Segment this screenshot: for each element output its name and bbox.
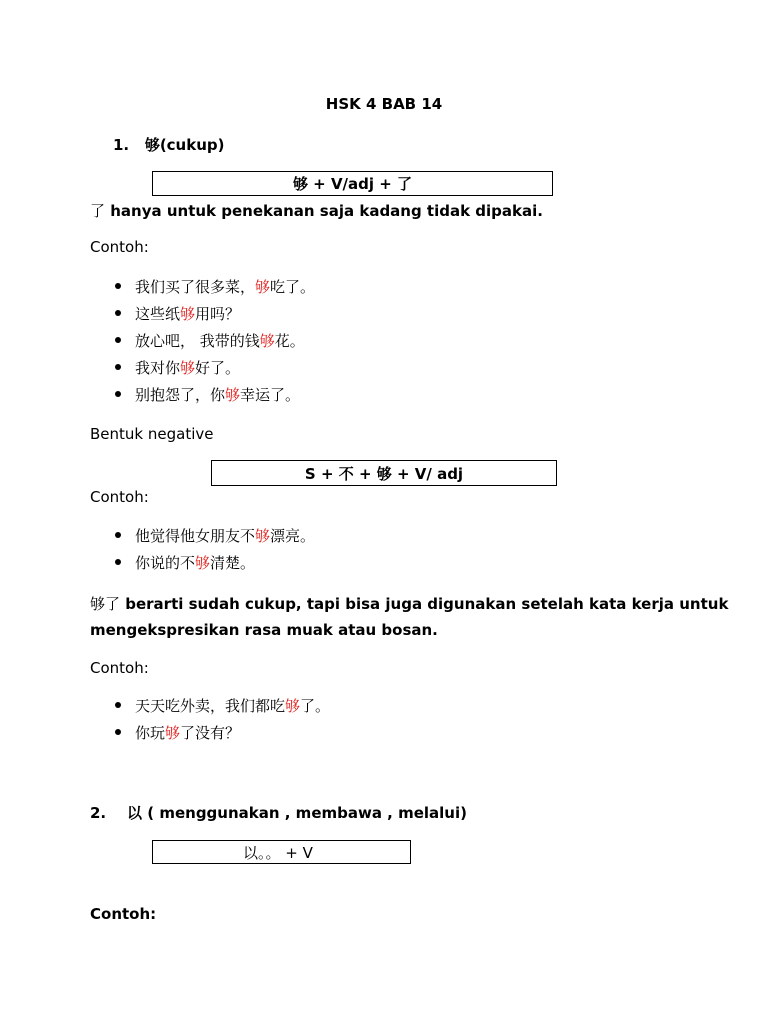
page-title: HSK 4 BAB 14 (325, 95, 443, 113)
list-item (115, 330, 305, 351)
example-text: 天天吃外卖，我们都吃 (135, 697, 286, 715)
highlight-word: 够 (285, 697, 301, 715)
list-item (115, 303, 240, 324)
bullet-icon (115, 391, 121, 397)
highlight-word: 够 (255, 527, 271, 545)
contoh-label: Contoh: (90, 488, 149, 506)
example-text: 用吗？ (195, 305, 241, 323)
example-text: 他觉得他女朋友不 (135, 527, 256, 545)
bullet-icon (115, 702, 121, 708)
negative-label: Bentuk negative (90, 425, 214, 443)
list-item (115, 525, 315, 546)
list-item (115, 722, 240, 743)
example-text: 花。 (274, 332, 305, 350)
example-text: 幸运了。 (240, 386, 301, 404)
formula-text: 以。。 + V (243, 843, 313, 862)
bullet-icon (115, 310, 121, 316)
bullet-icon (115, 532, 121, 538)
bullet-icon (115, 729, 121, 735)
highlight-word: 够 (180, 359, 196, 377)
example-text: 别抱怨了，你 (135, 386, 226, 404)
highlight-word: 够 (259, 332, 275, 350)
example-text: 清楚。 (210, 554, 256, 572)
section-title: 以 ( menggunakan , membawa , melalui) (127, 804, 467, 822)
highlight-word: 够 (180, 305, 196, 323)
example-text: 好了。 (195, 359, 241, 377)
section-number: 2. (90, 804, 107, 822)
bullet-icon (115, 337, 121, 343)
contoh-label: Contoh: (90, 659, 149, 677)
list-item (115, 695, 330, 716)
highlight-word: 够 (165, 724, 181, 742)
formula-box-negative (211, 460, 557, 486)
bullet-icon (115, 364, 121, 370)
bullet-icon (115, 283, 121, 289)
formula-text: S + 不 + 够 + V/ adj (304, 464, 464, 483)
contoh-label: Contoh: (90, 238, 149, 256)
formula-text: 够 + V/adj + 了 (292, 175, 413, 193)
list-item (115, 384, 300, 405)
bullet-icon (115, 559, 121, 565)
list-item (115, 276, 315, 297)
para-prefix: 够了 (90, 595, 121, 613)
note-line (90, 200, 543, 221)
section-title: 够(cukup) (144, 136, 225, 154)
paragraph-line-2: mengekspresikan rasa muak atau bosan. (90, 621, 438, 639)
example-text: 放心吧， 我带的钱 (135, 332, 260, 350)
list-item (115, 552, 255, 573)
contoh-label: Contoh: (90, 905, 157, 923)
para-text: berarti sudah cukup, tapi bisa juga digunakan setelah kata kerja untuk (120, 595, 729, 613)
paragraph-line-1 (90, 593, 728, 614)
note-text: hanya untuk penekanan saja kadang tidak dipakai. (105, 202, 543, 220)
section-number: 1. (113, 136, 130, 154)
example-text: 了没有？ (180, 724, 241, 742)
list-item (115, 357, 240, 378)
example-text: 你说的不 (135, 554, 196, 572)
example-text: 漂亮。 (270, 527, 316, 545)
section-1-heading (113, 134, 225, 155)
highlight-word: 够 (255, 278, 271, 296)
section-2-heading (90, 802, 467, 823)
note-prefix: 了 (90, 202, 106, 220)
highlight-word: 够 (225, 386, 241, 404)
formula-box (152, 171, 553, 196)
example-text: 了。 (300, 697, 331, 715)
highlight-word: 够 (195, 554, 211, 572)
formula-box-2 (152, 840, 411, 864)
example-text: 这些纸 (135, 305, 181, 323)
example-text: 你玩 (135, 724, 166, 742)
example-text: 吃了。 (270, 278, 316, 296)
example-text: 我对你 (135, 359, 181, 377)
example-text: 我们买了很多菜， (135, 278, 256, 296)
